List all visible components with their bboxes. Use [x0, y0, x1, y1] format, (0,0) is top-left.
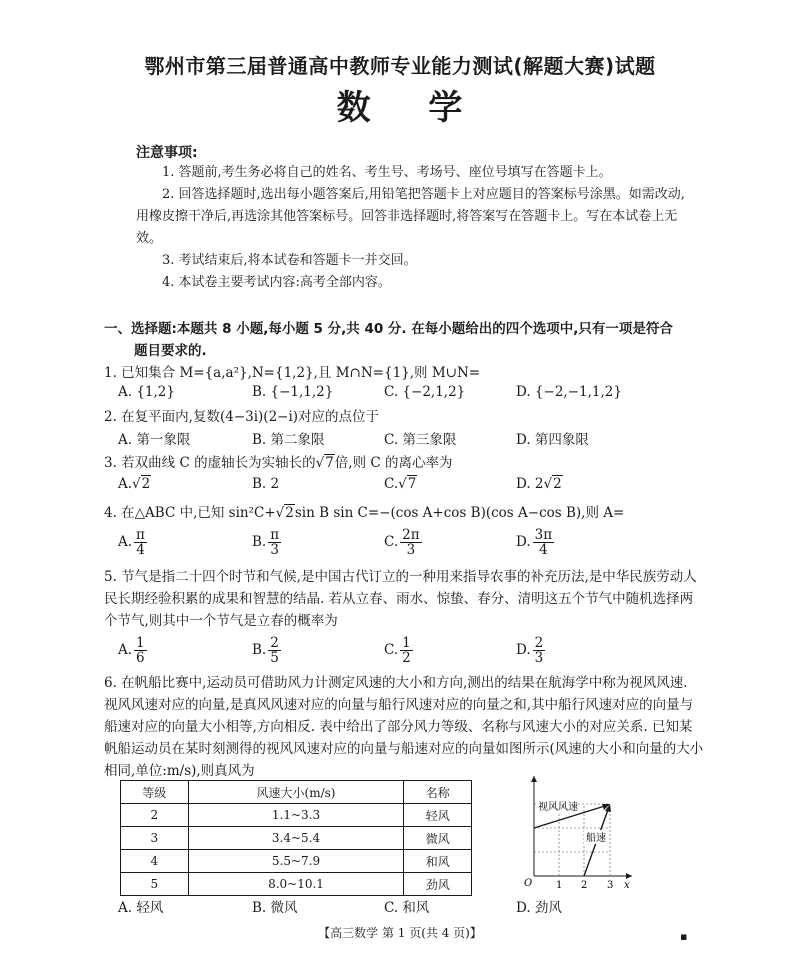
table-header: 风速大小(m/s)	[188, 781, 404, 804]
notice-list	[136, 162, 696, 294]
notice-heading: 注意事项:	[136, 145, 198, 161]
question-3-stem: 3. 若双曲线 C 的虚轴长为实轴长的√7倍,则 C 的离心率为	[104, 455, 453, 471]
x-tick-label: 1	[556, 880, 563, 890]
notice-item: 3. 考试结束后,将本试卷和答题卡一并交回。	[162, 253, 417, 268]
stem-part: 倍,则 C 的离心率为	[334, 455, 453, 471]
option-d: D. $\frac{2}{3}$	[516, 635, 544, 666]
sqrt-radicand: 7	[325, 455, 334, 471]
option-a: A. {1,2}	[118, 384, 175, 400]
table-cell: 4	[121, 850, 189, 873]
question-6-stem: 6. 在帆船比赛中,运动员可借助风力计测定风速的大小和方向,测出的结果在航海学中称为视风风速. 视风风速对应的向量,是真风风速对应的向量与船行风速对应的向量之和,其中船行风速对应的向量与船速对应的向量大小相等,方向相反. 表中给出了部分风力等级、名称与风速大小的对应关系. 已知某帆船运动员在某时刻测得的视风风速对应的向量与船速对应的向量如图所示(风速的大小和向量的大小相同,单位:m/s),则真风为	[104, 675, 704, 779]
table-header-row	[121, 781, 472, 804]
option-b: B. $\frac{\pi}{3}$	[252, 527, 280, 558]
stem-part: 4. 在△ABC 中,已知 sin²C+	[104, 505, 276, 521]
option-c: C. 第三象限	[384, 432, 457, 448]
table-row	[121, 827, 472, 850]
corner-mark: ▪	[680, 930, 688, 943]
option-b: B. $\frac{2}{5}$	[252, 635, 279, 666]
ship-speed-label: 船速	[586, 833, 606, 844]
option-a: A. 轻风	[118, 900, 164, 916]
section-line-1: 一、选择题:本题共 8 小题,每小题 5 分,共 40 分. 在每小题给出的四个选项中,只有一项是符合	[104, 321, 673, 337]
table-cell: 5.5~7.9	[188, 850, 404, 873]
x-tick-label: 2	[581, 880, 588, 890]
table-cell: 微风	[404, 827, 472, 850]
option-b: B. 微风	[252, 900, 298, 916]
option-d: D. 2√2	[516, 476, 562, 492]
question-1-stem: 1. 已知集合 M={a,a²},N={1,2},且 M∩N={1},则 M∪N=	[104, 365, 481, 381]
option-c: C. $\frac{2\pi}{3}$	[384, 527, 420, 558]
option-c: C. 和风	[384, 900, 430, 916]
table-row	[121, 804, 472, 827]
section-heading	[104, 318, 704, 362]
stem-part: 3. 若双曲线 C 的虚轴长为实轴长的	[104, 455, 316, 471]
option-c: C.√7	[384, 476, 417, 492]
table-cell: 3	[121, 827, 189, 850]
option-a: A. $\frac{\pi}{4}$	[118, 527, 145, 558]
x-tick-label: 3	[607, 880, 614, 890]
question-3-options	[118, 476, 718, 500]
table-cell: 和风	[404, 850, 472, 873]
question-6-options	[118, 896, 718, 920]
exam-title: 鄂州市第三届普通高中教师专业能力测试(解题大赛)试题	[144, 54, 656, 78]
option-c: C. {−2,1,2}	[384, 384, 466, 400]
option-a: A.√2	[118, 476, 151, 492]
x-axis-arrow	[626, 873, 632, 879]
option-b: B. 2	[252, 476, 280, 492]
subject-title: 数 学	[336, 88, 464, 128]
apparent-wind-label: 视风风速	[538, 802, 578, 813]
question-2-stem: 2. 在复平面内,复数(4−3i)(2−i)对应的点位于	[104, 409, 380, 425]
x-axis-label: x	[624, 880, 630, 890]
table-row	[121, 873, 472, 896]
option-a: A. $\frac{1}{6}$	[118, 635, 145, 666]
question-5-stem: 5. 节气是指二十四个时节和气候,是中国古代订立的一种用来指导农事的补充历法,是中华民族劳动人民长期经验积累的成果和智慧的结晶. 若从立春、雨水、惊蛰、春分、清明这五个节气中随机选择两个节气,则其中一个节气是立春的概率为	[104, 569, 697, 629]
table-header: 名称	[404, 781, 472, 804]
option-a: A. 第一象限	[118, 432, 191, 448]
origin-label: O	[524, 878, 533, 889]
question-5-options	[118, 636, 718, 668]
notice-item: 4. 本试卷主要考试内容:高考全部内容。	[162, 275, 391, 290]
section-line-2: 题目要求的.	[134, 343, 207, 359]
vector-diagram	[520, 772, 640, 890]
wind-scale-table	[120, 780, 472, 896]
table-cell: 1.1~3.3	[188, 804, 404, 827]
option-d: D. 劲风	[516, 900, 562, 916]
question-2-options	[118, 428, 718, 452]
y-axis-arrow	[531, 776, 537, 782]
table-cell: 2	[121, 804, 189, 827]
option-b: B. {−1,1,2}	[252, 384, 334, 400]
option-b: B. 第二象限	[252, 432, 325, 448]
option-d: D. 第四象限	[516, 432, 589, 448]
table-cell: 轻风	[404, 804, 472, 827]
option-d: D. {−2,−1,1,2}	[516, 384, 622, 400]
question-4-options	[118, 528, 718, 560]
table-header: 等级	[121, 781, 189, 804]
question-4-stem: 4. 在△ABC 中,已知 sin²C+√2sin B sin C=−(cos A+cos B)(cos A−cos B),则 A=	[104, 505, 625, 521]
sqrt-radicand: 2	[285, 505, 294, 521]
table-cell: 3.4~5.4	[188, 827, 404, 850]
option-d: D. $\frac{3\pi}{4}$	[516, 527, 553, 558]
page-footer: 【高三数学 第 1 页(共 4 页)】	[318, 926, 482, 940]
table-cell: 8.0~10.1	[188, 873, 404, 896]
notice-item: 2. 回答选择题时,选出每小题答案后,用铅笔把答题卡上对应题目的答案标号涂黑。如需改动,用橡皮擦干净后,再选涂其他答案标号。回答非选择题时,将答案写在答题卡上。写在本试卷上无效。	[136, 187, 685, 246]
table-cell: 5	[121, 873, 189, 896]
table-row	[121, 850, 472, 873]
notice-item: 1. 答题前,考生务必将自己的姓名、考生号、考场号、座位号填写在答题卡上。	[162, 165, 612, 180]
option-c: C. $\frac{1}{2}$	[384, 635, 411, 666]
stem-part: sin B sin C=−(cos A+cos B)(cos A−cos B),则 A=	[294, 505, 625, 521]
table-cell: 劲风	[404, 873, 472, 896]
question-1-options	[118, 384, 718, 408]
